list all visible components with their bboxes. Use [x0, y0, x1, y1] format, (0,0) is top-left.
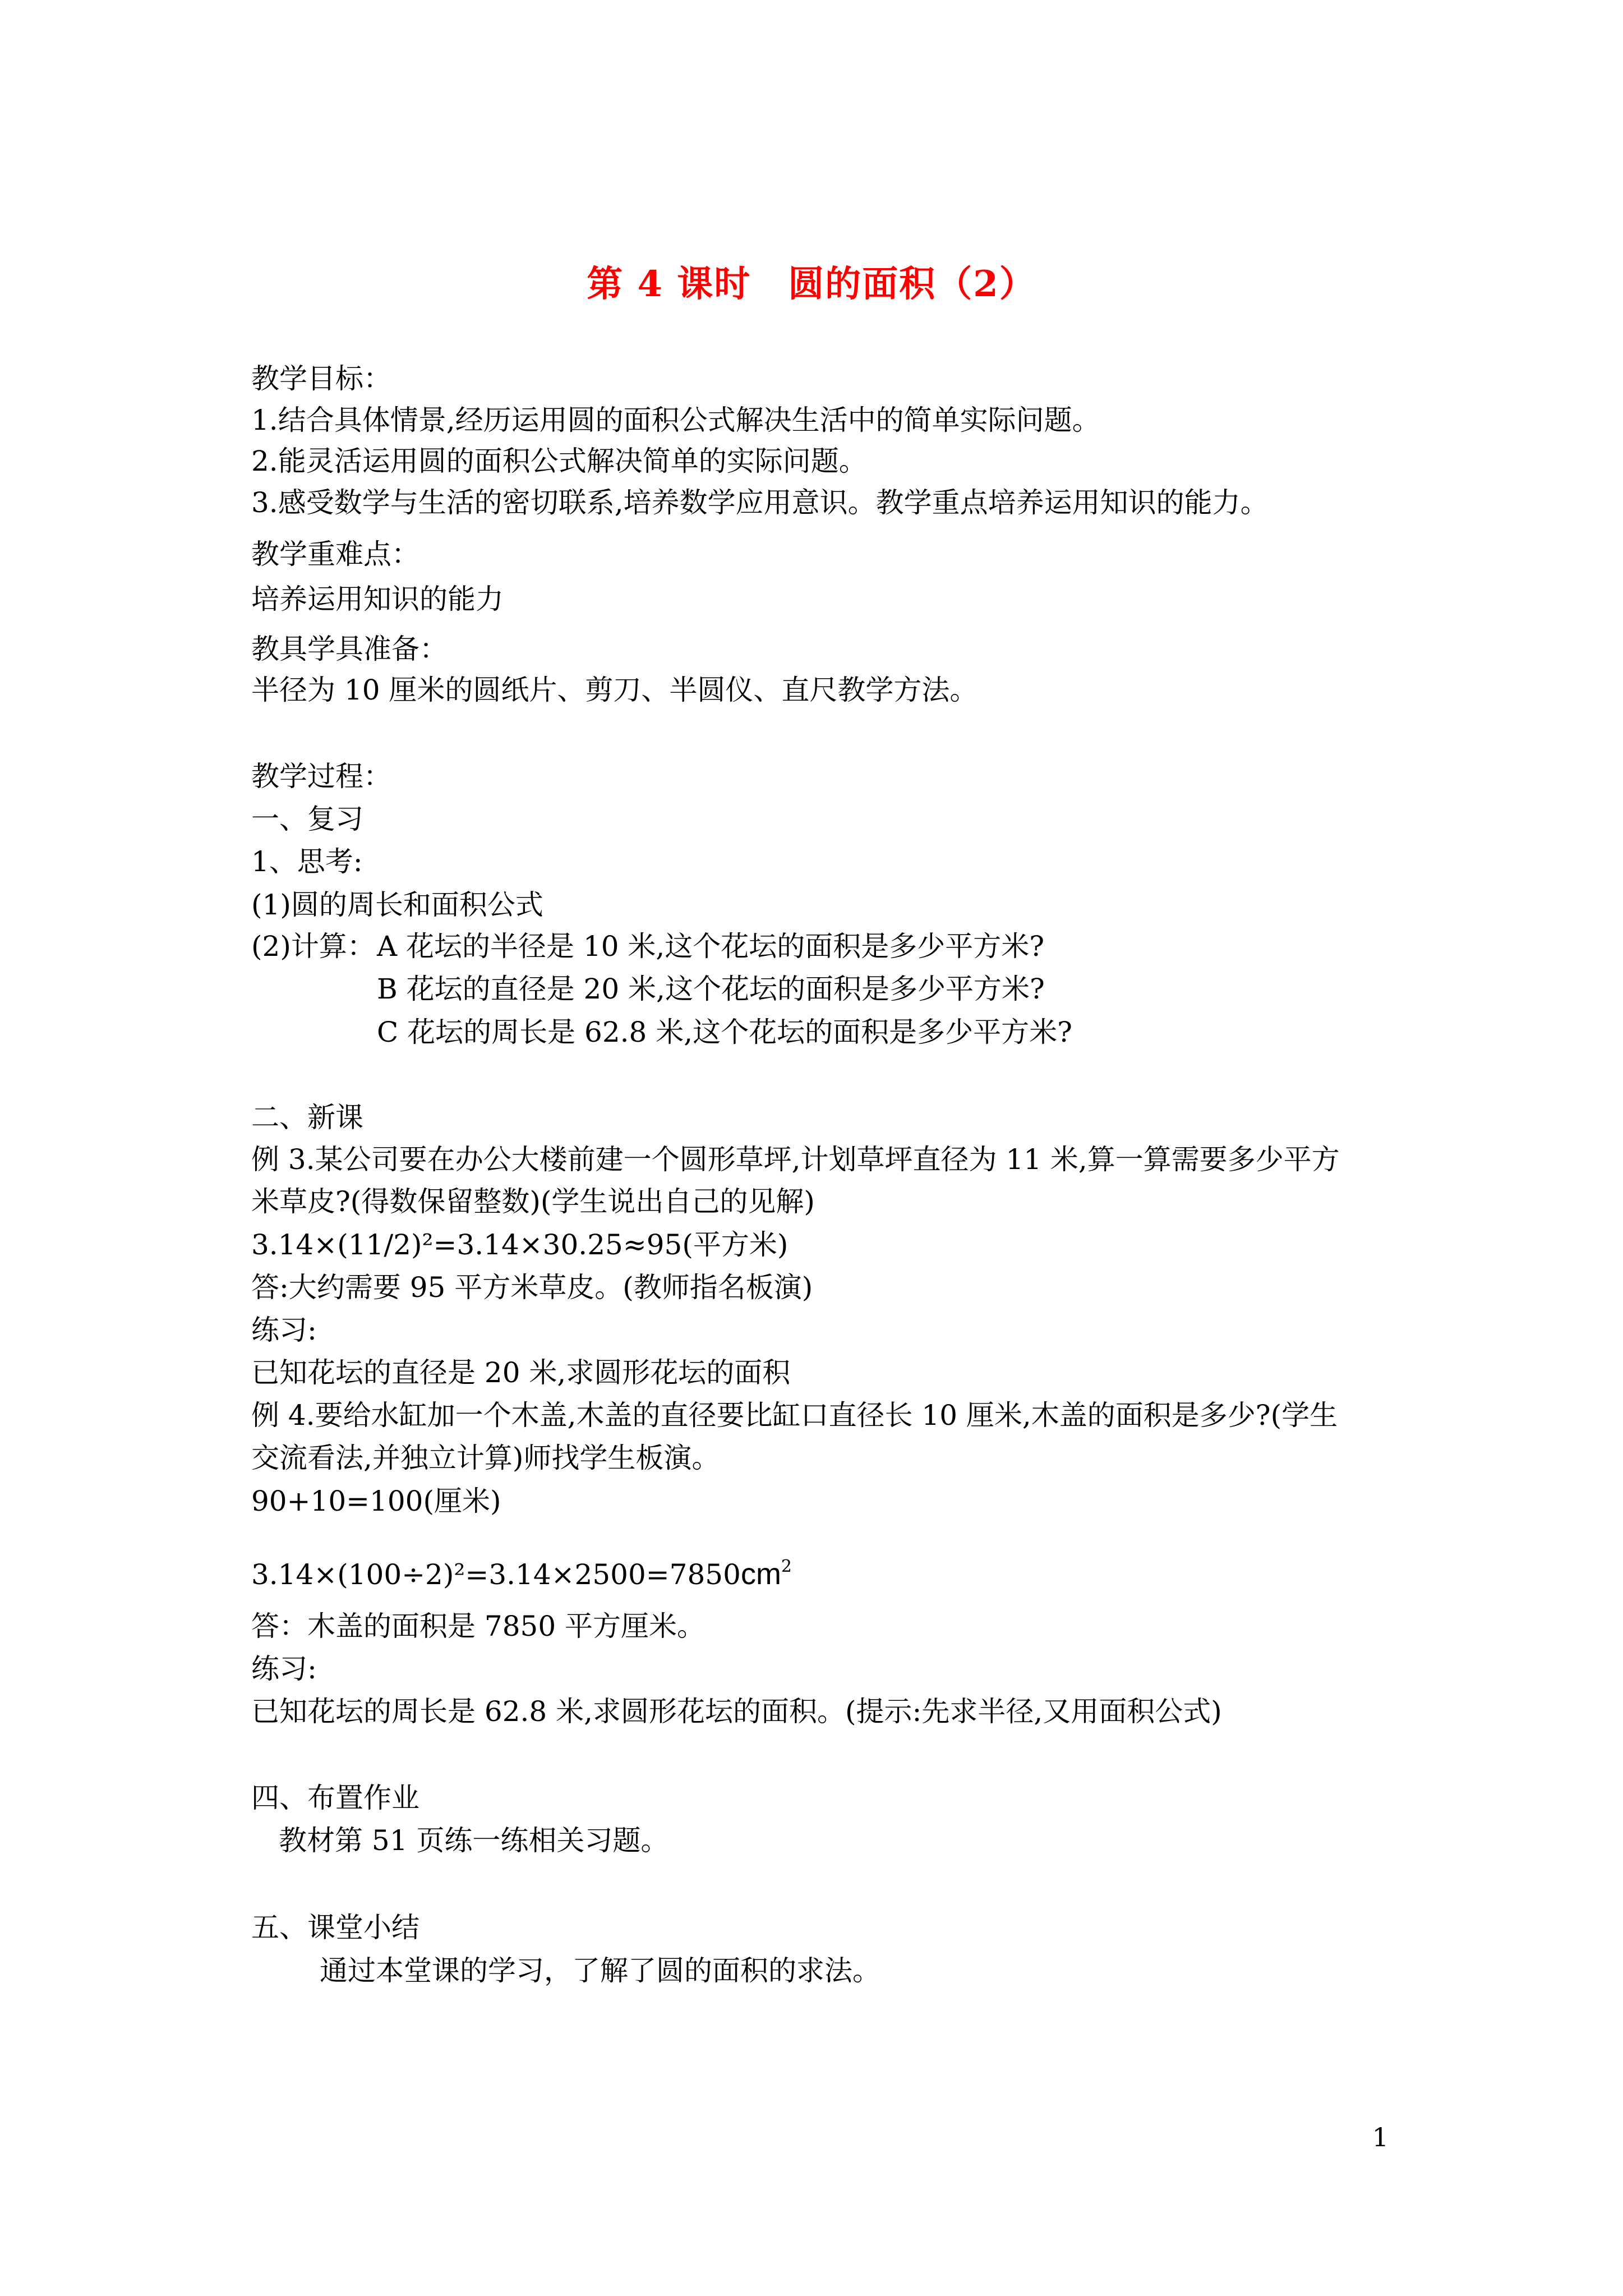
example-4-answer: 答：木盖的面积是 7850 平方厘米。	[251, 1610, 706, 1642]
review-think: 1、思考:	[251, 845, 363, 878]
review-q2-item-a: A 花坛的半径是 10 米,这个花坛的面积是多少平方米?	[377, 930, 1045, 963]
example-3-answer: 答:大约需要 95 平方米草皮。(教师指名板演)	[251, 1271, 813, 1304]
review-q2-item-c: C 花坛的周长是 62.8 米,这个花坛的面积是多少平方米?	[377, 1016, 1072, 1048]
review-q2-label: (2)计算：	[251, 930, 375, 963]
review-heading: 一、复习	[251, 803, 363, 835]
materials-text: 半径为 10 厘米的圆纸片、剪刀、半圆仪、直尺教学方法。	[251, 674, 978, 706]
example-4-calculation-2-main: 3.14×(100÷2)²=3.14×2500=7850	[251, 1558, 741, 1591]
objective-item-2: 2.能灵活运用圆的面积公式解决简单的实际问题。	[251, 445, 867, 477]
lesson-title: 第 4 课时 圆的面积（2）	[587, 263, 1036, 305]
practice-1-label: 练习:	[251, 1314, 317, 1346]
example-4-calculation-1: 90+10=100(厘米)	[251, 1485, 501, 1517]
example-3-line-1: 例 3.某公司要在办公大楼前建一个圆形草坪,计划草坪直径为 11 米,算一算需要多少平方	[251, 1143, 1340, 1176]
area-unit-exponent: 2	[781, 1557, 792, 1576]
practice-2-label: 练习:	[251, 1653, 317, 1685]
new-lesson-heading: 二、新课	[251, 1101, 363, 1134]
summary-text: 通过本堂课的学习，了解了圆的面积的求法。	[320, 1954, 880, 1987]
area-unit: cm	[740, 1557, 781, 1591]
objective-item-1: 1.结合具体情景,经历运用圆的面积公式解决生活中的简单实际问题。	[251, 404, 1100, 436]
homework-heading: 四、布置作业	[251, 1782, 419, 1814]
summary-heading: 五、课堂小结	[251, 1911, 419, 1944]
practice-1-text: 已知花坛的直径是 20 米,求圆形花坛的面积	[251, 1356, 791, 1389]
materials-heading: 教具学具准备：	[251, 633, 448, 665]
objectives-heading: 教学目标：	[251, 362, 391, 395]
process-heading: 教学过程：	[251, 760, 391, 793]
practice-2-text: 已知花坛的周长是 62.8 米,求圆形花坛的面积。(提示:先求半径,又用面积公式)	[251, 1695, 1222, 1728]
review-q1: (1)圆的周长和面积公式	[251, 889, 543, 921]
key-difficulty-text: 培养运用知识的能力	[251, 583, 504, 615]
example-3-calculation: 3.14×(11/2)²=3.14×30.25≈95(平方米)	[251, 1228, 789, 1261]
objective-item-3: 3.感受数学与生活的密切联系,培养数学应用意识。教学重点培养运用知识的能力。	[251, 486, 1269, 519]
key-difficulty-heading: 教学重难点：	[251, 538, 419, 570]
review-q2-item-b: B 花坛的直径是 20 米,这个花坛的面积是多少平方米?	[377, 973, 1045, 1005]
example-4-line-2: 交流看法,并独立计算)师找学生板演。	[251, 1442, 720, 1474]
homework-text: 教材第 51 页练一练相关习题。	[279, 1824, 669, 1857]
example-4-line-1: 例 4.要给水缸加一个木盖,木盖的直径要比缸口直径长 10 厘米,木盖的面积是多少?(学生	[251, 1399, 1338, 1432]
example-4-calculation-2	[251, 1549, 792, 1592]
page-number: 1	[1372, 2122, 1389, 2152]
example-3-line-2: 米草皮?(得数保留整数)(学生说出自己的见解)	[251, 1185, 815, 1218]
